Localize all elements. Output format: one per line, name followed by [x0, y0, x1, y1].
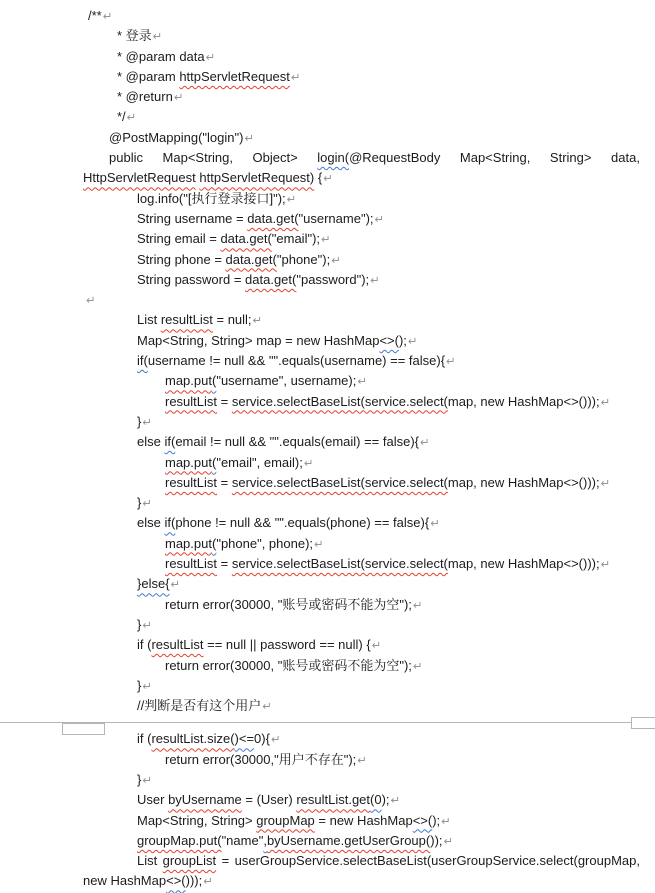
code-line: [0, 750, 655, 770]
code-text: if (: [137, 731, 152, 747]
code-text: =: [217, 393, 232, 409]
code-line: [137, 851, 640, 871]
code-word: [611, 148, 640, 168]
code-line: [0, 6, 655, 26]
spelling-error-text: groupList: [162, 853, 217, 869]
code-line: [0, 615, 655, 635]
code-line: [0, 107, 655, 127]
grammar-error-text: if(: [164, 515, 176, 531]
paragraph-mark-icon: ↵: [203, 876, 213, 889]
grammar-error-text: <>(: [166, 873, 186, 889]
code-text: = (User): [241, 792, 297, 808]
paragraph-mark-icon: ↵: [252, 315, 263, 328]
code-text: return error(30000, "账号或密码不能为空");: [165, 657, 412, 673]
code-word: [222, 851, 230, 871]
code-text: Map<String, String>: [137, 812, 257, 828]
code-text: map, new HashMap<>()));: [447, 556, 600, 572]
paragraph-mark-icon: ↵: [412, 599, 423, 612]
page-boundary-left-mark: [62, 723, 105, 735]
code-line: [0, 351, 655, 371]
spelling-error-text: httpServletRequest: [179, 68, 290, 84]
code-text: );: [432, 812, 441, 828]
code-text: "username", username);: [216, 373, 357, 389]
code-text: */: [117, 109, 126, 125]
code-word: [109, 148, 143, 168]
paragraph-mark-icon: ↵: [262, 701, 272, 714]
spelling-error-text: resultList: [165, 556, 218, 572]
spelling-error-text: resultList: [151, 637, 204, 653]
code-line: [0, 331, 655, 351]
code-text: }: [137, 495, 142, 511]
code-word: [163, 851, 216, 871]
code-text: * @param data: [117, 48, 205, 64]
spelling-error-text: resultList: [165, 393, 218, 409]
code-text: }: [137, 677, 142, 693]
paragraph-mark-icon: ↵: [142, 619, 152, 632]
code-word: [550, 148, 592, 168]
code-text: 0){: [254, 731, 270, 747]
spelling-error-text: data.get(: [247, 210, 299, 226]
paragraph-mark-icon: ↵: [290, 71, 301, 84]
code-text: );: [398, 332, 407, 348]
code-text: }: [137, 616, 142, 632]
grammar-error-text: if(: [164, 434, 176, 450]
code-text: userGroupService.selectBaseList(userGroupService.select(groupMap,: [234, 853, 640, 869]
code-line: [0, 168, 655, 188]
grammar-error-text: <>(: [412, 812, 433, 828]
code-line: [0, 229, 655, 249]
spelling-error-text: data.get(: [245, 271, 297, 287]
spelling-error-text: map.put: [165, 535, 212, 551]
code-text: new HashMap: [83, 873, 167, 889]
code-text: String username =: [137, 210, 248, 226]
paragraph-mark-icon: ↵: [102, 11, 113, 23]
code-text: Map<String, String> map = new HashMap: [137, 332, 380, 348]
paragraph-mark-icon: ↵: [446, 356, 456, 369]
code-text: String phone =: [137, 251, 226, 267]
spelling-error-text: resultList: [165, 474, 218, 490]
code-text: else: [137, 434, 165, 450]
spelling-error-text: map.put: [165, 373, 212, 389]
paragraph-mark-icon: ↵: [173, 92, 184, 105]
spelling-error-text: groupMap: [256, 812, 315, 828]
spelling-error-text: service.select(: [364, 393, 448, 409]
code-text: return error(30000, "账号或密码不能为空");: [165, 596, 412, 612]
paragraph-mark-icon: ↵: [357, 754, 367, 767]
code-text: String>: [549, 150, 592, 166]
code-text: username != null && "".equals(username) == false){: [147, 353, 446, 369]
paragraph-mark-icon: ↵: [126, 112, 137, 125]
paragraph-mark-icon: ↵: [152, 31, 163, 44]
spelling-error-text: service.select(: [364, 556, 448, 572]
code-text: String password =: [137, 271, 246, 287]
code-text: = null;: [212, 312, 252, 328]
code-line: [0, 128, 655, 148]
code-line: [0, 310, 655, 330]
code-text: "phone");: [276, 251, 331, 267]
paragraph-mark-icon: ↵: [443, 835, 454, 848]
paragraph-mark-icon: ↵: [390, 795, 401, 808]
code-line: [0, 453, 655, 473]
spelling-error-text: service.select(: [364, 474, 448, 490]
spelling-error-text: groupMap.put(: [137, 832, 222, 848]
paragraph-mark-icon: ↵: [86, 295, 96, 308]
code-text: "phone", phone);: [216, 535, 314, 551]
spelling-error-text: byUsername.getUserGroup(: [266, 832, 431, 848]
paragraph-mark-icon: ↵: [205, 51, 216, 64]
paragraph-mark-icon: ↵: [420, 437, 430, 450]
code-word: [460, 148, 530, 168]
paragraph-mark-icon: ↵: [412, 660, 423, 673]
spelling-error-text: data.get(: [220, 231, 272, 247]
code-line: [0, 87, 655, 107]
code-text: * @return: [117, 89, 173, 105]
code-line: [0, 635, 655, 655]
page-boundary-right-mark: [631, 717, 655, 729]
code-text: );: [381, 792, 390, 808]
code-line: [0, 811, 655, 831]
paragraph-mark-icon: ↵: [142, 774, 152, 787]
grammar-error-text: (: [211, 535, 217, 551]
paragraph-mark-icon: ↵: [441, 815, 451, 828]
code-text: "name": [221, 832, 264, 848]
code-line: [0, 67, 655, 87]
code-text: List: [137, 312, 161, 328]
code-text: * 登录: [117, 28, 152, 44]
paragraph-mark-icon: ↵: [142, 498, 152, 511]
code-line: [0, 270, 655, 290]
paragraph-mark-icon: ↵: [430, 518, 440, 531]
paragraph-mark-icon: ↵: [142, 680, 152, 693]
code-line: [0, 189, 655, 209]
code-line: [0, 595, 655, 615]
code-line: [0, 770, 655, 790]
code-line: [0, 473, 655, 493]
code-text: "password");: [296, 271, 370, 287]
code-text: //判断是否有这个用户: [137, 698, 262, 714]
paragraph-mark-icon: ↵: [321, 234, 331, 247]
paragraph-mark-icon: ↵: [407, 335, 418, 348]
grammar-error-text: }else{: [137, 576, 170, 592]
paragraph-mark-icon: ↵: [314, 538, 324, 551]
code-text: Map<String,: [459, 150, 531, 166]
code-text: == null || password == null) {: [203, 637, 371, 653]
code-line: [0, 676, 655, 696]
spelling-error-text: HttpServletRequest: [83, 170, 196, 186]
paragraph-mark-icon: ↵: [286, 193, 297, 206]
code-text: "email");: [271, 231, 321, 247]
code-text: email != null && "".equals(email) == false){: [175, 434, 420, 450]
code-word: [317, 148, 440, 168]
code-text: =: [217, 474, 232, 490]
code-line: [0, 534, 655, 554]
code-text: if (: [137, 637, 152, 653]
code-text: )));: [185, 873, 203, 889]
code-line: [0, 656, 655, 676]
code-text: Map<String,: [162, 150, 233, 166]
code-line: [0, 696, 655, 716]
code-line: [0, 831, 655, 851]
grammar-error-text: )<=: [234, 731, 255, 747]
code-text: User: [137, 792, 169, 808]
paragraph-mark-icon: ↵: [370, 274, 380, 287]
code-text: "email", email);: [216, 454, 303, 470]
code-line: [0, 392, 655, 412]
code-line: [0, 290, 655, 310]
code-text: phone != null && "".equals(phone) == false){: [175, 515, 430, 531]
spelling-error-text: resultList: [160, 312, 213, 328]
grammar-error-text: (: [211, 373, 217, 389]
code-line: [0, 371, 655, 391]
code-text: map, new HashMap<>()));: [447, 393, 600, 409]
code-text: Object>: [252, 150, 298, 166]
code-text: }: [137, 413, 142, 429]
paragraph-mark-icon: ↵: [600, 396, 611, 409]
code-line: [0, 790, 655, 810]
code-text: }: [137, 771, 142, 787]
code-word: [163, 148, 233, 168]
paragraph-mark-icon: ↵: [303, 457, 314, 470]
code-line: [0, 412, 655, 432]
code-text: "username");: [298, 210, 374, 226]
code-word: [253, 148, 298, 168]
paragraph-mark-icon: ↵: [600, 559, 611, 572]
spelling-error-text: byUsername: [168, 792, 242, 808]
code-text: {: [314, 170, 323, 186]
paragraph-mark-icon: ↵: [142, 416, 152, 429]
paragraph-mark-icon: ↵: [331, 254, 341, 267]
spelling-error-text: resultList.get: [296, 792, 371, 808]
grammar-error-text: (0: [370, 792, 382, 808]
code-text: else: [137, 515, 165, 531]
code-text: public: [109, 150, 143, 166]
code-line: [0, 493, 655, 513]
code-line: [0, 26, 655, 46]
code-line: [0, 871, 655, 891]
code-line: [0, 554, 655, 574]
code-line: [0, 250, 655, 270]
spelling-error-text: map.put: [165, 454, 212, 470]
paragraph-mark-icon: ↵: [371, 640, 382, 653]
paragraph-mark-icon: ↵: [170, 579, 181, 592]
code-text: @RequestBody: [349, 150, 441, 166]
spelling-error-text: httpServletRequest): [199, 170, 315, 186]
code-text: = new HashMap: [314, 812, 413, 828]
paragraph-mark-icon: ↵: [357, 376, 367, 389]
spelling-error-text: service.selectBaseList(: [231, 393, 365, 409]
spelling-error-text: data.get(: [225, 251, 277, 267]
code-text: return error(30000,"用户不存在");: [165, 751, 357, 767]
code-text: @PostMapping("login"): [109, 129, 244, 145]
code-text: log.info("[执行登录接口]");: [137, 190, 286, 206]
paragraph-mark-icon: ↵: [323, 173, 333, 186]
code-text: =: [217, 556, 232, 572]
code-line: [0, 574, 655, 594]
code-word: [235, 851, 640, 871]
grammar-error-text: (: [211, 454, 217, 470]
code-line: [109, 148, 640, 168]
paragraph-mark-icon: ↵: [374, 213, 385, 226]
code-text: List: [137, 853, 158, 869]
grammar-error-text: login(: [317, 150, 350, 166]
code-line: [0, 209, 655, 229]
paragraph-mark-icon: ↵: [244, 132, 255, 145]
paragraph-mark-icon: ↵: [270, 734, 281, 747]
code-text: ));: [430, 832, 443, 848]
code-line: [0, 513, 655, 533]
code-line: [0, 47, 655, 67]
spelling-error-text: service.selectBaseList(: [231, 556, 365, 572]
code-text: String email =: [137, 231, 221, 247]
code-text: map, new HashMap<>()));: [447, 474, 600, 490]
spelling-error-text: resultList.size(: [151, 731, 235, 747]
code-line: [0, 432, 655, 452]
code-text: /**: [88, 8, 102, 23]
page-boundary: [0, 716, 655, 729]
grammar-error-text: ,: [263, 832, 267, 848]
code-text: * @param: [117, 68, 180, 84]
grammar-error-text: if(: [137, 353, 148, 369]
code-word: [137, 851, 157, 871]
code-text: data,: [611, 150, 640, 166]
grammar-error-text: <>(: [379, 332, 399, 348]
code-text: =: [221, 853, 230, 869]
paragraph-mark-icon: ↵: [600, 477, 611, 490]
spelling-error-text: service.selectBaseList(: [231, 474, 365, 490]
